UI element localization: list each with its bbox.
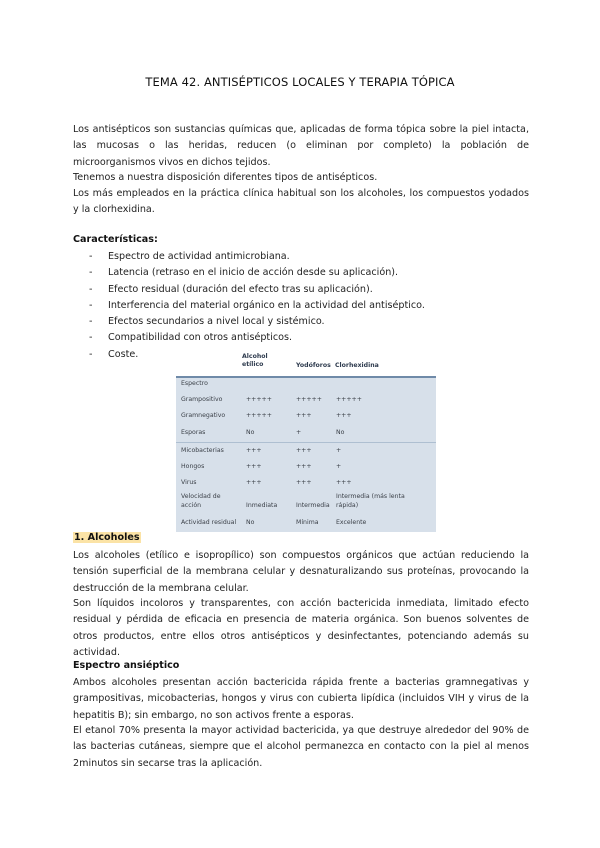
list-item: - Efecto residual (duración del efecto tras su aplicación). [89, 282, 425, 298]
list-item: - Espectro de actividad antimicrobiana. [89, 249, 425, 265]
cell-clorh: + [336, 447, 342, 454]
cell-clorh: No [336, 429, 345, 436]
cell-clorh: + [336, 463, 342, 470]
cell-clorh: +++ [336, 412, 352, 419]
section-label: Espectro [181, 380, 208, 387]
row-label: Grampositivo [181, 396, 223, 403]
cell-clorh: +++++ [336, 396, 362, 403]
cell-yodo: +++ [296, 447, 312, 454]
alcoholes-heading-highlight: 1. Alcoholes [74, 532, 140, 543]
cell-clorh: Intermedia (más lenta [336, 493, 405, 500]
row-label: Hongos [181, 463, 205, 470]
cell-yodo: +++ [296, 463, 312, 470]
cell-alcohol: +++++ [246, 396, 272, 403]
header-yodoforos: Yodóforos [296, 362, 331, 369]
page-title: TEMA 42. ANTISÉPTICOS LOCALES Y TERAPIA TÓPICA [145, 75, 455, 89]
cell-yodo: Intermedia [296, 502, 330, 509]
cell-yodo: +++++ [296, 396, 322, 403]
espectro-paragraph-1: Ambos alcoholes presentan acción bactericida rápida frente a bacterias gramnegativas y grampositivas, micobacterias, hongos y virus con cubierta lipídica (incluidos VIH y virus de la hepatitis B); sin embargo, no son activos frente a esporas. [73, 677, 529, 721]
alcoholes-paragraph-1: Los alcoholes (etílico e isopropílico) son compuestos orgánicos que actúan reduciendo la tensión superficial de la membrana celular y desnaturalizando sus proteínas, provocando la destrucción de la membrana celular. [73, 550, 529, 594]
intro-paragraph-2: Tenemos a nuestra disposición diferentes tipos de antisépticos. [73, 172, 378, 183]
cell-alcohol: +++ [246, 463, 262, 470]
cell-clorh: rápida) [336, 502, 359, 509]
list-item: - Compatibilidad con otros antisépticos. [89, 330, 425, 346]
header-alcohol: Alcohol etílico [242, 353, 268, 368]
cell-yodo: + [296, 429, 302, 436]
list-item: - Interferencia del material orgánico en la actividad del antiséptico. [89, 298, 425, 314]
alcoholes-heading [73, 532, 141, 543]
list-item: - Latencia (retraso en el inicio de acción desde su aplicación). [89, 265, 425, 281]
cell-alcohol: No [246, 519, 255, 526]
row-label: acción [181, 502, 202, 509]
cell-yodo: +++ [296, 479, 312, 486]
cell-alcohol: No [246, 429, 255, 436]
row-label: Micobacterias [181, 447, 224, 454]
cell-yodo: Mínima [296, 519, 319, 526]
cell-alcohol: +++++ [246, 412, 272, 419]
cell-alcohol: +++ [246, 479, 262, 486]
intro-paragraph-3: Los más empleados en la práctica clínica habitual son los alcoholes, los compuestos yodados y la clorhexidina. [73, 188, 529, 216]
espectro-heading: Espectro ansiéptico [73, 660, 180, 671]
row-label: Velocidad de [181, 493, 221, 500]
row-label: Actividad residual [181, 519, 237, 526]
cell-clorh: +++ [336, 479, 352, 486]
intro-paragraph-1: Los antisépticos son sustancias químicas que, aplicadas de forma tópica sobre la piel intacta, las mucosas o las heridas, reducen (o eliminan por completo) la población de microorganismos vivos en dichos tejidos. [73, 124, 529, 168]
table-divider [176, 442, 436, 443]
table-header [176, 350, 436, 378]
row-label: Gramnegativo [181, 412, 226, 419]
espectro-paragraph-2: El etanol 70% presenta la mayor actividad bactericida, ya que destruye alrededor del 90% de las bacterias cutáneas, siempre que el alcohol permanezca en contacto con la piel al menos 2minutos sin secarse tras la aplicación. [73, 725, 529, 769]
cell-alcohol: Inmediata [246, 502, 278, 509]
cell-yodo: +++ [296, 412, 312, 419]
list-item: - Coste. [89, 347, 425, 363]
row-label: Esporas [181, 429, 206, 436]
alcoholes-paragraph-2: Son líquidos incoloros y transparentes, con acción bactericida inmediata, limitado efecto residual y pérdida de eficacia en presencia de materia orgánica. Son buenos solventes de otros productos, entre ellos otros antisépticos y desinfectantes, potenciando además su actividad. [73, 598, 529, 658]
antiseptic-comparison-table [176, 350, 436, 532]
list-item: - Efectos secundarios a nivel local y sistémico. [89, 314, 425, 330]
header-clorhexidina: Clorhexidina [335, 362, 379, 369]
caracteristicas-list [89, 249, 425, 363]
cell-clorh: Excelente [336, 519, 367, 526]
row-label: Virus [181, 479, 197, 486]
cell-alcohol: +++ [246, 447, 262, 454]
caracteristicas-heading: Características: [73, 234, 158, 245]
